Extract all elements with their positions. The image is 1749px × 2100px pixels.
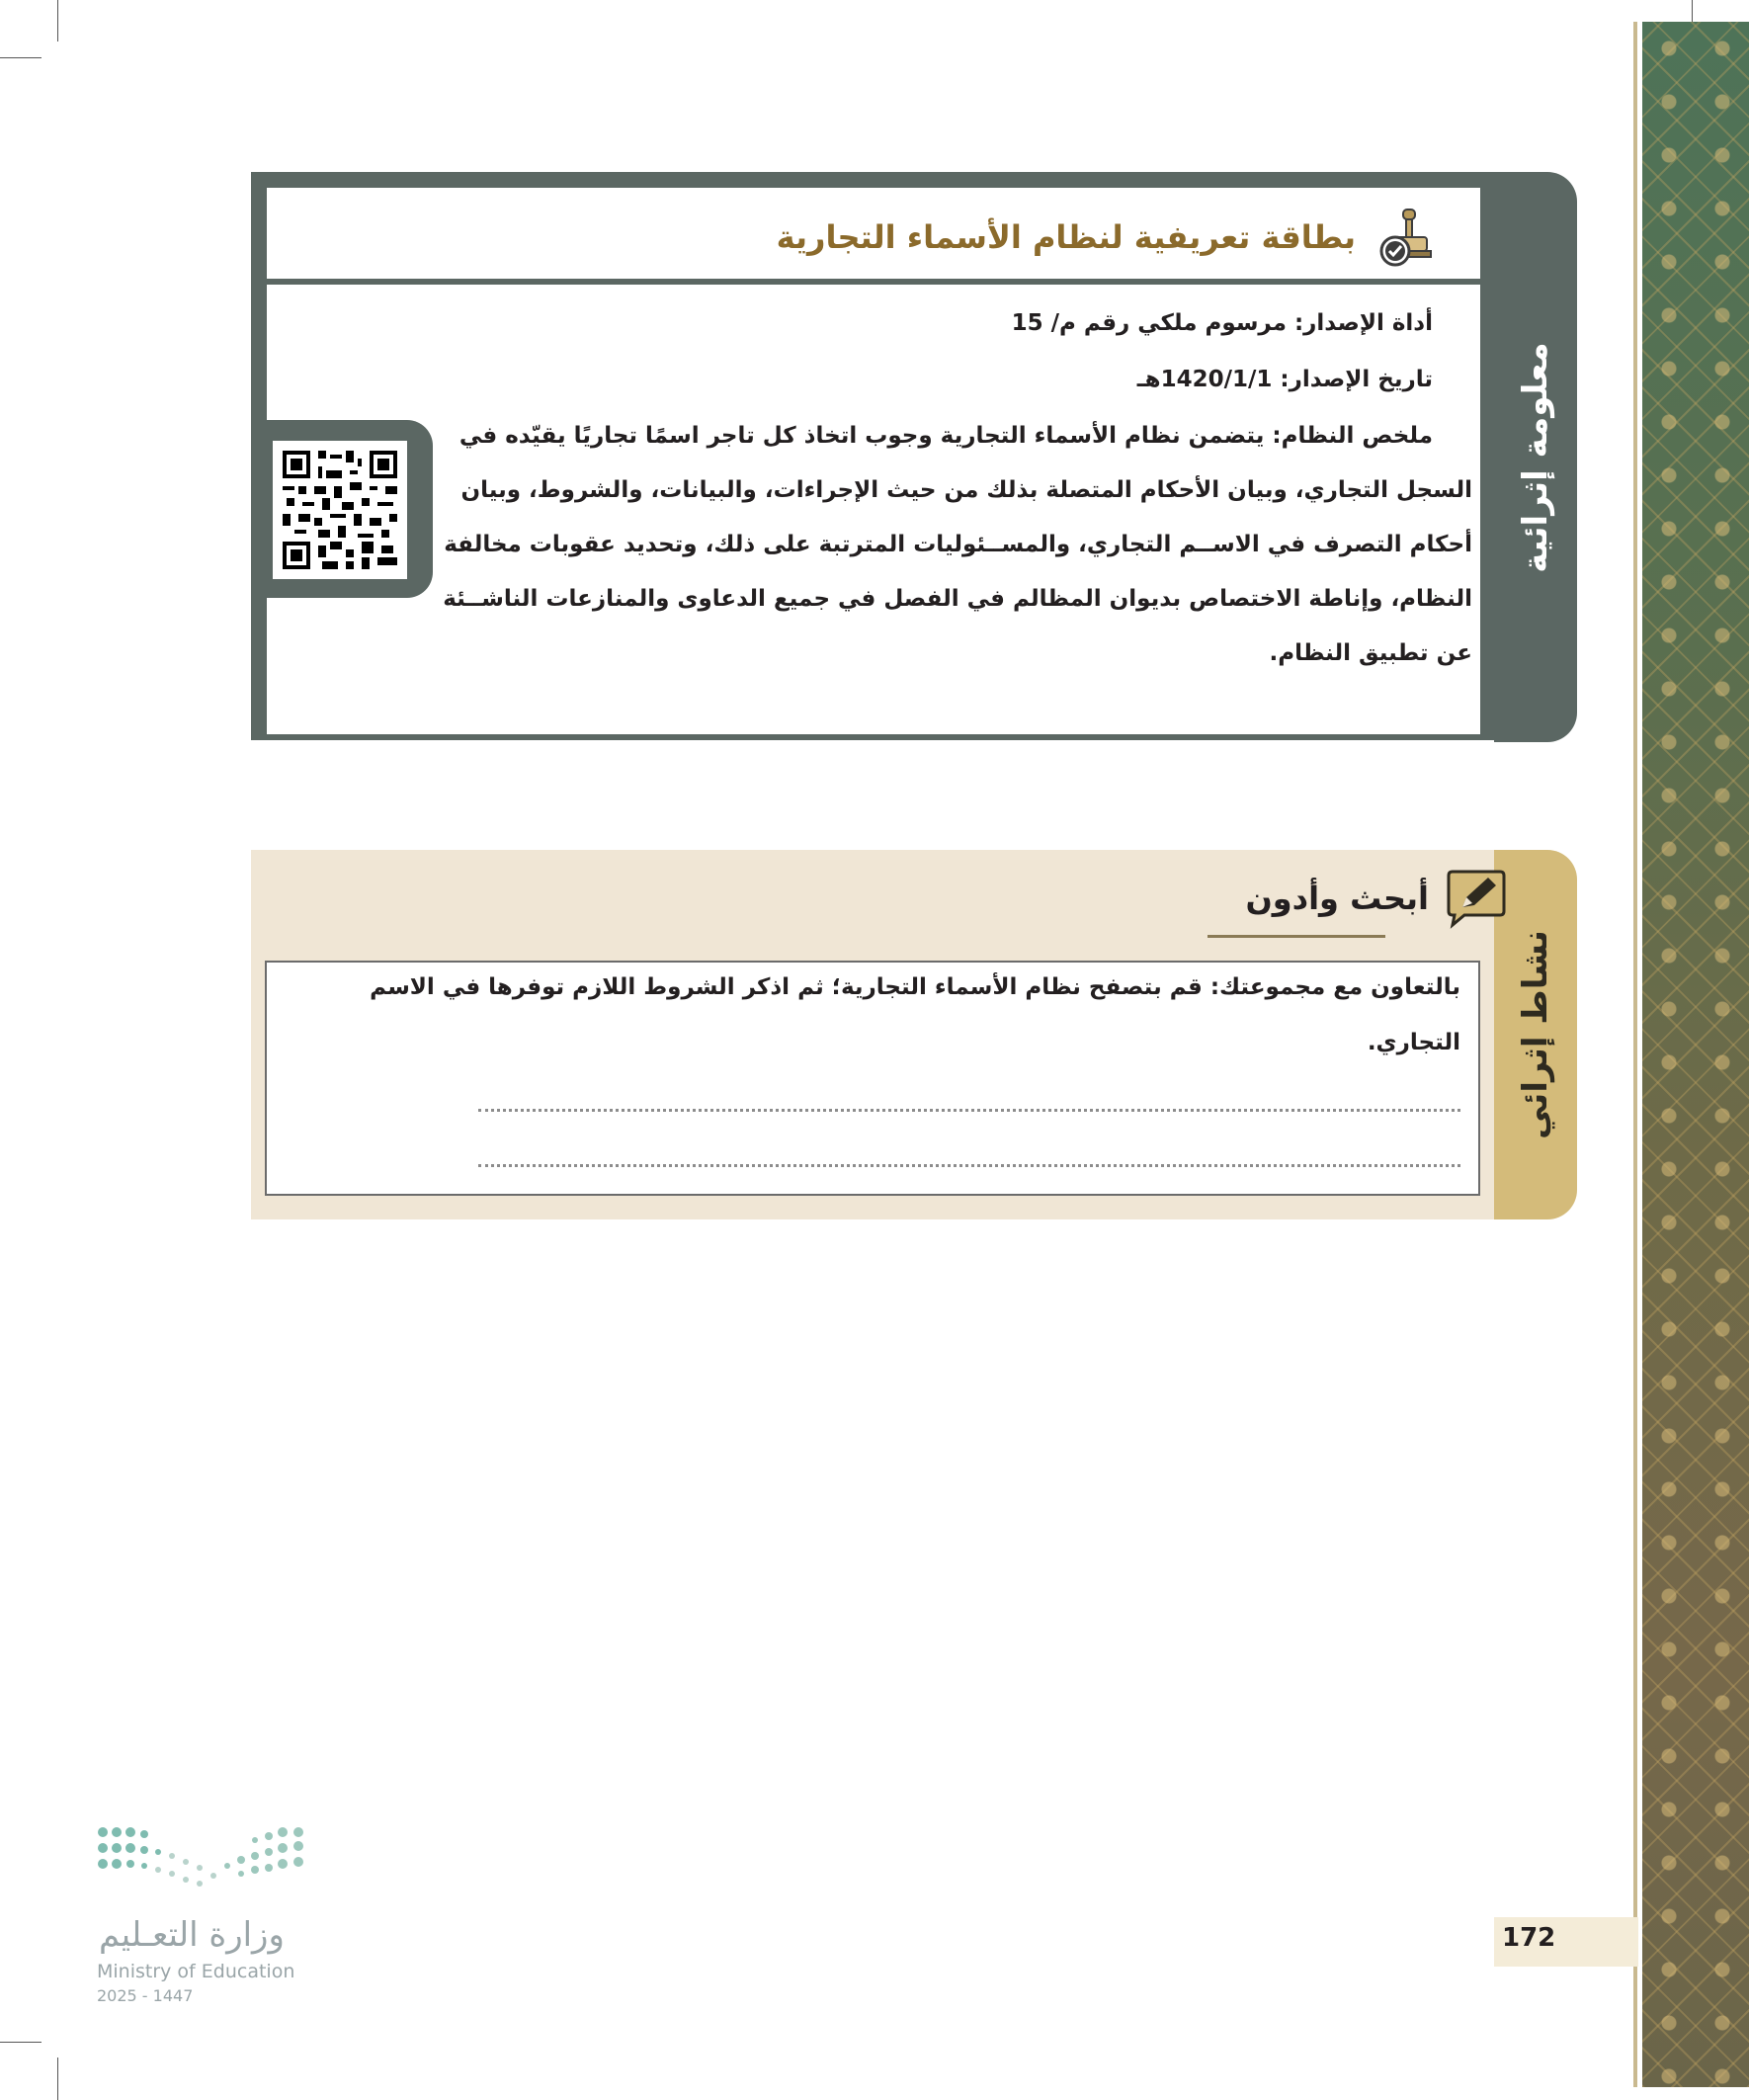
stamp-check-icon [1377, 206, 1441, 269]
info-card-side-label: معلومة إثرائية [1516, 341, 1555, 573]
ministry-name-arabic: وزارة التعـليم [99, 1915, 285, 1955]
edition-year: 2025 - 1447 [97, 1986, 194, 2005]
info-card-side-tab [1494, 172, 1577, 742]
activity-instruction-line-1: بالتعاون مع مجموعتك: قم بتصفح نظام الأسماء التجارية؛ ثم اذكر الشروط اللازم توفرها في الاسم [370, 974, 1460, 1000]
issuance-tool-line: أداة الإصدار: مرسوم ملكي رقم م/ 15 [1011, 310, 1433, 336]
activity-title-underline [1208, 935, 1385, 938]
pencil-speech-bubble-icon [1443, 868, 1510, 929]
crop-mark [57, 2058, 58, 2100]
summary-line-4: النظام، وإناطة الاختصاص بديوان المظالم في الفصل في جميع الدعاوى والمنازعات الناشــئة [443, 586, 1472, 612]
summary-line-5: عن تطبيق النظام. [1269, 640, 1472, 666]
info-card-header [267, 188, 1480, 279]
answer-line-1[interactable] [478, 1109, 1460, 1112]
qr-code-icon [279, 447, 401, 573]
summary-line-3: أحكام التصرف في الاســم التجاري، والمســئوليات المترتبة على ذلك، وتحديد عقوبات مخالفة [444, 532, 1472, 557]
decorative-pattern-strip [1642, 22, 1749, 2087]
summary-line-2: السجل التجاري، وبيان الأحكام المتصلة بذلك من حيث الإجراءات، والبيانات، والشروط، وبيان [460, 477, 1472, 503]
ministry-logo-dots-icon [97, 1826, 308, 1895]
answer-line-2[interactable] [478, 1164, 1460, 1167]
crop-mark [0, 57, 42, 58]
activity-header [1245, 868, 1510, 929]
crop-mark [0, 2042, 42, 2043]
page-number: 172 [1502, 1923, 1556, 1953]
activity-instruction-line-2: التجاري. [1367, 1030, 1460, 1055]
issuance-date-line: تاريخ الإصدار: 1420/1/1هـ [1136, 367, 1433, 392]
activity-answer-box [265, 961, 1480, 1196]
decorative-border-line [1633, 22, 1637, 2087]
info-card-title: بطاقة تعريفية لنظام الأسماء التجارية [776, 218, 1356, 256]
crop-mark [57, 0, 58, 42]
ministry-name-english: Ministry of Education [97, 1961, 295, 1982]
activity-side-label: نشاط إثرائي [1516, 930, 1555, 1139]
summary-line-1: ملخص النظام: يتضمن نظام الأسماء التجارية وجوب اتخاذ كل تاجر اسمًا تجاريًا يقيّده في [458, 423, 1433, 449]
activity-title: أبحث وأدون [1245, 880, 1429, 917]
info-card-body [267, 285, 1480, 734]
qr-code[interactable] [273, 441, 407, 579]
